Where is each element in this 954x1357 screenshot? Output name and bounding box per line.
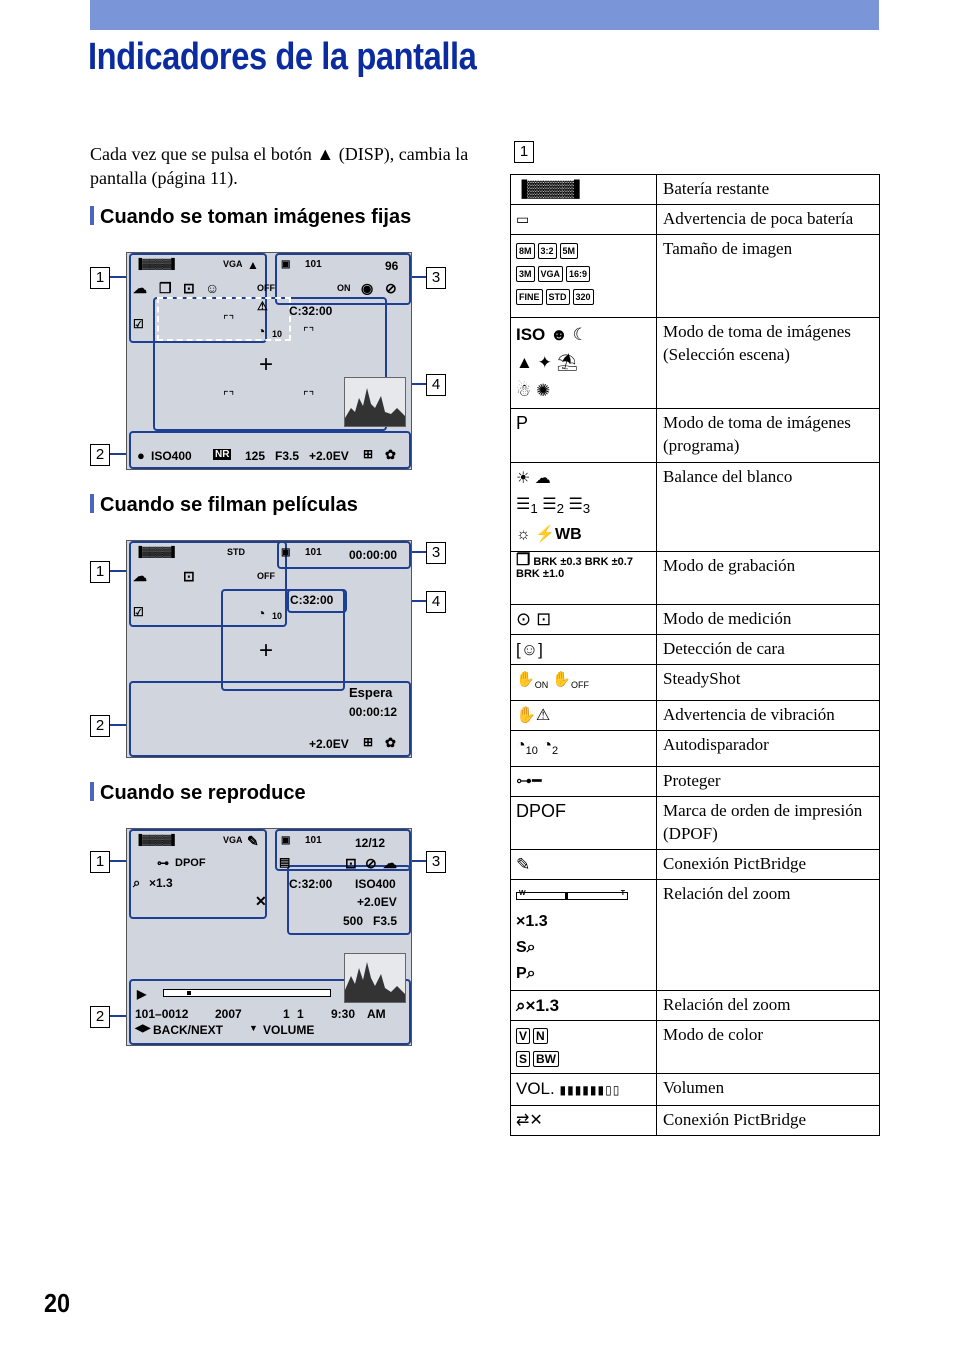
steadyshot-off-icon: $✋_{OFF}$	[552, 671, 590, 691]
table-row: ▭ Advertencia de poca batería	[511, 205, 880, 235]
af-range-icon: ⊞	[363, 447, 374, 461]
memory-card-icon: ▣	[281, 259, 291, 270]
daylight-icon: ☀	[516, 470, 531, 487]
color-vivid-icon: V	[516, 1028, 530, 1044]
burst-icon: ❐	[159, 280, 172, 296]
macro-icon: ✿	[385, 447, 396, 462]
callout-1: 1	[90, 851, 110, 873]
file-number: 101–0012	[135, 1007, 189, 1021]
playback-zoom-icon: ⌕	[516, 996, 526, 1016]
table-row: ☀ ☁ $☰_1$ $☰_2$ $☰_3$ ☼ ⚡WB Balance del blanco	[511, 463, 880, 552]
color-sepia-icon: S	[516, 1051, 530, 1067]
vibration-warning-icon: ⚠	[257, 299, 268, 313]
steadyshot-off-icon: OFF	[257, 283, 275, 293]
white-balance-cloudy-icon: ☁	[133, 280, 147, 296]
metering-icon: ⊡	[183, 280, 195, 296]
fluorescent-2-icon: $☰_2$	[542, 496, 564, 517]
image-count: 12/12	[355, 836, 386, 850]
callout-3: 3	[426, 851, 446, 873]
spot-metering-icon: ⊡	[536, 609, 552, 630]
af-lock-icon: ●	[137, 448, 145, 463]
smart-zoom-icon: S⌕	[516, 939, 536, 957]
image-count: 96	[385, 259, 399, 273]
pictbridge-icon: ✎	[516, 855, 531, 875]
burst-icon: ❐	[516, 552, 531, 570]
self-timer-value: 10	[272, 611, 283, 621]
volume-label: VOL.	[516, 1079, 555, 1099]
high-sensitivity-iso-icon: ISO	[516, 325, 546, 344]
page-number: 20	[44, 1288, 71, 1318]
intro-text: Cada vez que se pulsa el botón ▲ (DISP), cambia la pantalla (página 11).	[90, 144, 469, 188]
pictbridge-disconnect-icon: ⇄✕	[516, 1112, 543, 1130]
color-bw-icon: BW	[533, 1051, 559, 1067]
date-day: 1	[297, 1007, 304, 1021]
fluorescent-3-icon: $☰_3$	[568, 496, 591, 517]
crosshair-icon: +	[259, 351, 274, 378]
back-next-label[interactable]: BACK/NEXT	[153, 1023, 224, 1037]
table-row: ✋⚠ Advertencia de vibración	[511, 701, 880, 731]
exposure-value: +2.0EV	[309, 449, 349, 463]
white-balance-cloudy-icon: ☁	[133, 568, 147, 584]
af-frame-icon: ⌜⌝	[303, 389, 315, 403]
callout-2: 2	[90, 444, 110, 466]
table-row: ▐▓▓▓▓▌ Batería restante	[511, 175, 880, 205]
callout-3: 3	[426, 542, 446, 564]
quality-320-icon: 320	[573, 289, 594, 305]
page-title: Indicadores de la pantalla	[88, 36, 477, 78]
af-range-icon: ⊞	[363, 735, 374, 749]
protect-key-icon: ⊶	[157, 856, 169, 870]
af-frame-icon: ⌜⌝	[303, 325, 315, 339]
image-size-5m-icon: 5M	[560, 243, 579, 259]
center-metering-icon: ⊙	[516, 609, 532, 630]
recording-duration: 00:00:12	[349, 705, 398, 719]
self-timer-icon: ◔	[257, 605, 266, 621]
red-eye-on-icon: ON	[337, 283, 351, 293]
table-row: DPOF Marca de orden de impresión (DPOF)	[511, 797, 880, 850]
red-eye-icon: ◉	[361, 280, 374, 296]
memory-card-icon: ▣	[281, 835, 291, 846]
battery-icon: ▐▓▓▓▓▌	[135, 835, 179, 846]
landscape-icon: ▲	[516, 353, 533, 372]
table-row: P Modo de toma de imágenes (programa)	[511, 409, 880, 463]
callout-2: 2	[90, 1006, 110, 1028]
image-size-vga-icon: VGA	[223, 259, 243, 269]
table-row: ⇄✕ Conexión PictBridge	[511, 1106, 880, 1136]
steadyshot-off-icon: OFF	[257, 571, 275, 581]
dpof-icon: DPOF	[516, 801, 567, 822]
header-bar	[90, 0, 879, 30]
image-size-8m-icon: 8M	[516, 243, 535, 259]
folder-icon: 101	[305, 259, 322, 270]
zoom-icon: ⌕	[133, 875, 141, 890]
callout-2: 2	[90, 715, 110, 737]
play-icon[interactable]: ▶	[137, 987, 147, 1001]
af-frame-icon: ⌜⌝	[223, 389, 235, 403]
date-year: 2007	[215, 1007, 242, 1021]
table-row: ❐ BRK ±0.3 BRK ±0.7 BRK ±1.0 Modo de grabación	[511, 552, 880, 605]
program-mode-icon: P	[516, 413, 529, 433]
steadyshot-on-icon: $✋_{ON}$	[516, 671, 549, 691]
playback-screen	[126, 828, 412, 1046]
iso-value: ISO400	[355, 877, 396, 891]
remaining-time: C:32:00	[290, 593, 334, 607]
flash-wb-icon: ⚡WB	[535, 526, 582, 544]
image-size-3m-icon: 3M	[516, 266, 535, 282]
back-next-arrows-icon[interactable]: ◀▶	[135, 1023, 151, 1034]
indicator-table	[510, 174, 880, 1136]
recording-time: 00:00:00	[349, 548, 398, 562]
folder-icon: 101	[305, 835, 322, 846]
self-timer-value: 10	[272, 329, 283, 339]
twilight-icon: ☾	[572, 325, 588, 344]
snow-icon: ☃	[516, 381, 532, 400]
table-row: ISO ☻ ☾ ▲ ✦ ⛱ ☃ ✺ Modo de toma de imágenes (Selección escena)	[511, 318, 880, 409]
battery-full-icon: ▐▓▓▓▓▌	[516, 181, 586, 198]
digital-zoom-ratio: ×1.3	[516, 913, 548, 931]
memory-card-icon: ▣	[281, 547, 291, 558]
pictbridge-icon: ✎	[247, 833, 259, 849]
white-balance-cloudy-icon: ☁	[383, 855, 397, 871]
fluorescent-1-icon: $☰_1$	[516, 496, 538, 517]
zoom-ratio: ×1.3	[149, 876, 173, 890]
table-row: 8M 3:2 5M 3M VGA 16:9 FINE STD 320 Tamaño de imagen	[511, 235, 880, 318]
image-size-vga-icon: VGA	[538, 266, 564, 282]
metering-icon: ⊡	[345, 855, 357, 871]
flash-off-icon: ⊘	[365, 855, 377, 871]
bracket-0-3-icon: BRK ±0.3	[533, 556, 582, 569]
table-row: ⌕×1.3 Relación del zoom	[511, 991, 880, 1021]
pictbridge-disconnect-icon: ✕	[255, 893, 267, 909]
face-detection-icon: [☺]	[516, 640, 543, 660]
table-row: [☺] Detección de cara	[511, 635, 880, 665]
bracket-1-0-icon: BRK ±1.0	[516, 568, 565, 581]
image-size-3-2-icon: 3:2	[538, 243, 557, 259]
quality-std-icon: STD	[546, 289, 570, 305]
table-row: ⊙ ⊡ Modo de medición	[511, 605, 880, 635]
callout-4: 4	[426, 591, 446, 613]
bracket-0-7-icon: BRK ±0.7	[584, 556, 633, 569]
volume-level-icon: ▮▮▮▮▮▮▯▯	[559, 1083, 621, 1098]
standby-label: Espera	[349, 685, 393, 700]
table-row: $◔_{10}$ $◔_2$ Autodisparador	[511, 731, 880, 767]
table-row: $✋_{ON}$ $✋_{OFF}$ SteadyShot	[511, 665, 880, 701]
callout-3: 3	[426, 267, 446, 289]
self-timer-2-icon: $◔_2$	[542, 737, 559, 758]
protect-key-icon: ⊶━	[516, 773, 542, 791]
cloudy-icon: ☁	[534, 470, 551, 487]
playback-progress-indicator	[187, 991, 191, 995]
metering-icon: ⊡	[183, 568, 195, 584]
section-title-playback: Cuando se reproduce	[90, 782, 306, 805]
callout-1: 1	[90, 561, 110, 583]
aperture-value: F3.5	[275, 449, 300, 463]
af-frame-icon: ⌜⌝	[223, 313, 235, 327]
color-mode-icon: ☑	[133, 605, 144, 619]
playback-zoom-ratio: ×1.3	[525, 996, 560, 1016]
flash-off-icon: ⊘	[385, 280, 397, 296]
movie-screen	[126, 540, 412, 758]
playback-folder-icon: ▤	[279, 855, 291, 869]
zoom-bar-icon: W T	[516, 892, 628, 900]
table-row: W T ×1.3 S⌕ P⌕ Relación del zoom	[511, 880, 880, 991]
battery-icon: ▐▓▓▓▓▌	[135, 547, 179, 558]
shutter-speed: 500	[343, 914, 364, 928]
callout-1: 1	[90, 267, 110, 289]
beach-icon: ⛱	[556, 353, 579, 372]
quality-fine-icon: FINE	[516, 289, 543, 305]
precision-zoom-icon: P⌕	[516, 965, 536, 983]
volume-label[interactable]: VOLUME	[263, 1023, 315, 1037]
dpof-mark: DPOF	[175, 857, 206, 869]
soft-snap-icon: ✦	[537, 353, 552, 372]
section-title-still: Cuando se toman imágenes fijas	[90, 206, 411, 229]
section-title-movie: Cuando se filman películas	[90, 494, 358, 517]
table-row: ⊶━ Proteger	[511, 767, 880, 797]
still-screen	[126, 252, 412, 470]
histogram	[344, 377, 406, 427]
image-size-16-9-icon: 16:9	[566, 266, 590, 282]
iso-value: ISO400	[151, 449, 192, 463]
landscape-icon: ▲	[247, 258, 259, 272]
callout-4: 4	[426, 374, 446, 396]
remaining-time: C:32:00	[289, 304, 333, 318]
shutter-speed: 125	[245, 449, 266, 463]
image-size-vga-icon: VGA	[223, 835, 243, 845]
self-timer-10-icon: $◔_{10}$	[516, 737, 538, 758]
twilight-portrait-icon: ☻	[550, 325, 568, 344]
battery-empty-icon: ▭	[516, 211, 530, 227]
table-row: V N S BW Modo de color	[511, 1021, 880, 1074]
color-natural-icon: N	[533, 1028, 548, 1044]
date-month: 1	[283, 1007, 290, 1021]
aperture-value: F3.5	[373, 914, 398, 928]
table-row: ✎ Conexión PictBridge	[511, 850, 880, 880]
battery-icon: ▐▓▓▓▓▌	[135, 259, 179, 270]
clock-ampm: AM	[367, 1007, 386, 1021]
nr-icon: NR	[215, 449, 230, 460]
incandescent-icon: ☼	[516, 526, 531, 544]
folder-icon: 101	[305, 547, 322, 558]
remaining-time: C:32:00	[289, 877, 333, 891]
table-label: 1	[514, 141, 534, 163]
movie-quality-std-icon: STD	[227, 547, 245, 557]
face-detection-icon: ☺	[205, 280, 220, 296]
vibration-warning-icon: ✋⚠	[516, 707, 551, 725]
histogram	[344, 953, 406, 1003]
crosshair-icon: +	[259, 637, 274, 664]
volume-arrow-icon[interactable]: ▼	[249, 1023, 258, 1033]
macro-icon: ✿	[385, 735, 396, 750]
clock-time: 9:30	[331, 1007, 356, 1021]
exposure-value: +2.0EV	[309, 737, 349, 751]
color-mode-icon: ☑	[133, 317, 144, 331]
exposure-value: +2.0EV	[357, 895, 397, 909]
fireworks-icon: ✺	[535, 381, 551, 400]
table-row: VOL. ▮▮▮▮▮▮▯▯ Volumen	[511, 1074, 880, 1106]
self-timer-icon: ◔	[257, 323, 266, 339]
